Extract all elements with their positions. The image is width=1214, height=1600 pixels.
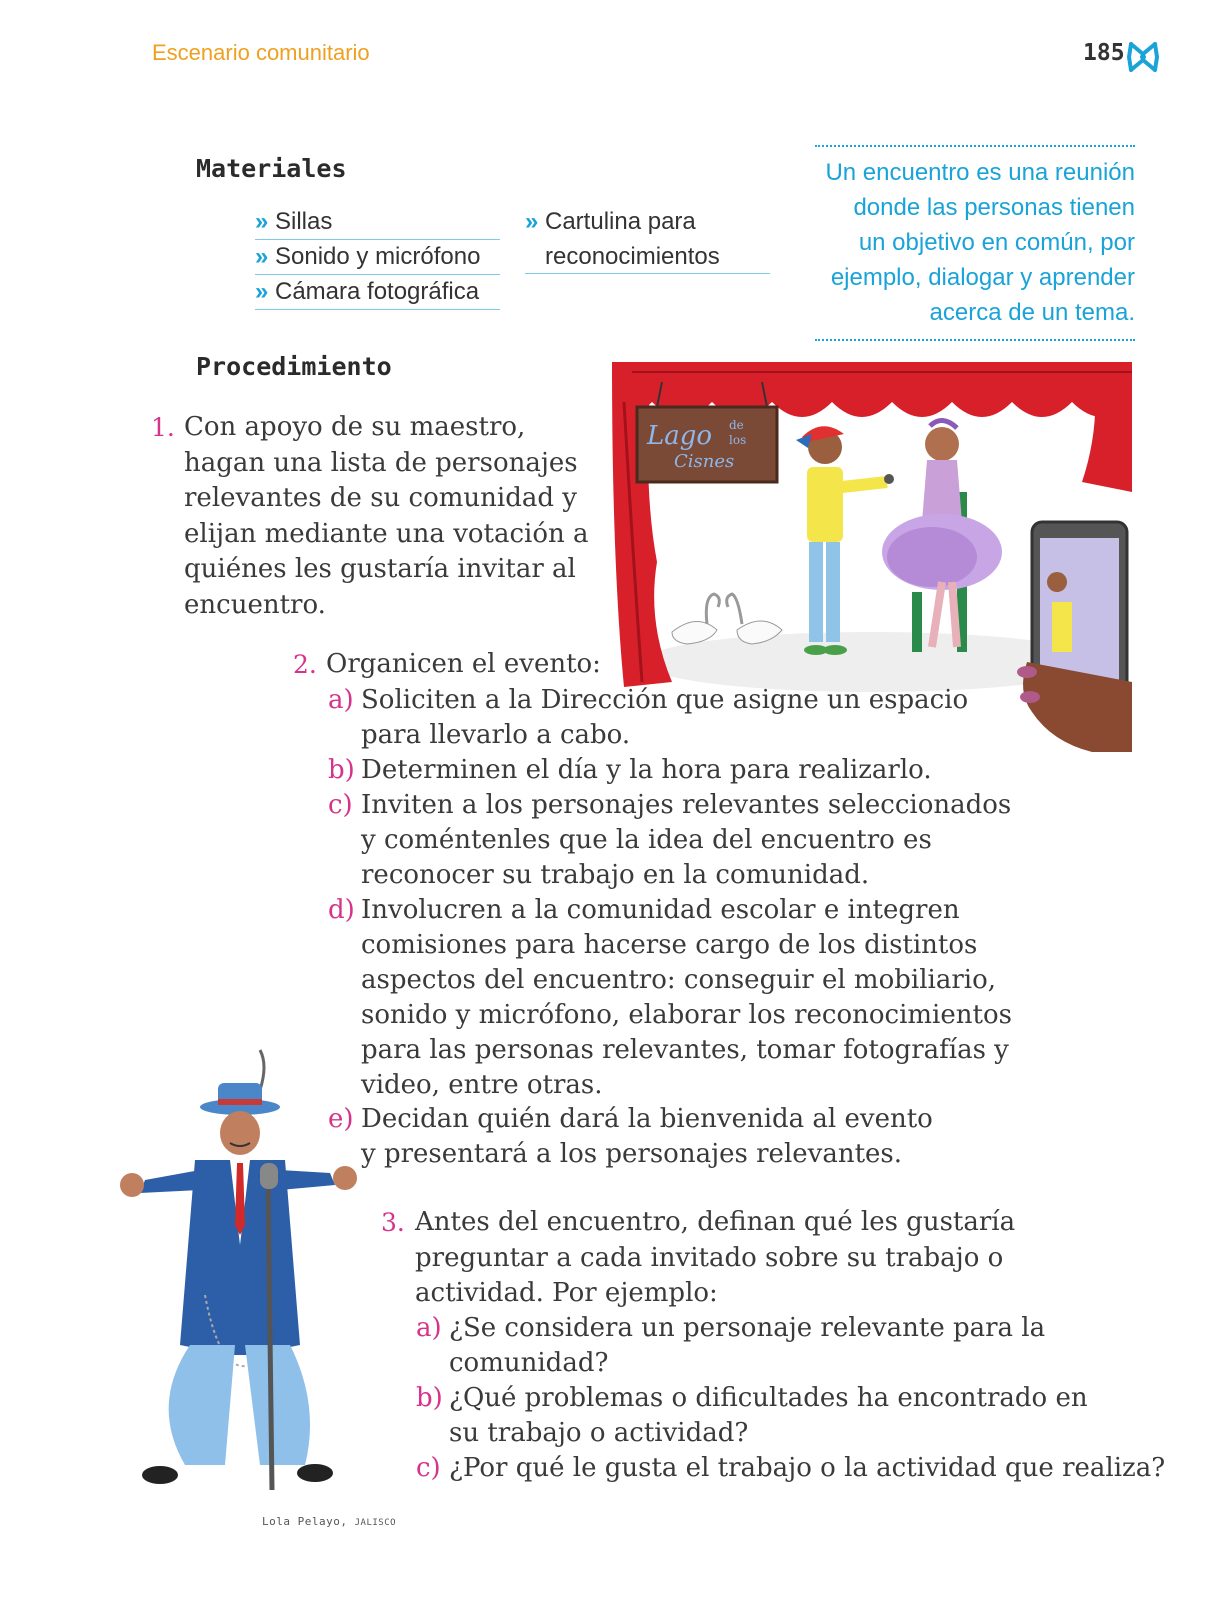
chevron-right-icon: » bbox=[255, 208, 269, 235]
sign-text-lago: Lago bbox=[647, 421, 713, 451]
procedure-title: Procedimiento bbox=[196, 352, 392, 381]
note-line: acerca de un tema. bbox=[929, 299, 1135, 326]
note-line: Un encuentro es una reunión bbox=[825, 159, 1135, 186]
definition-note bbox=[815, 145, 1135, 341]
illustration-credit: Lola Pelayo, JALISCO bbox=[262, 1515, 397, 1528]
note-line: un objetivo en común, por bbox=[858, 229, 1135, 256]
note-line: donde las personas tienen bbox=[853, 194, 1135, 221]
chevron-right-icon: » bbox=[525, 208, 539, 235]
material-item-sound bbox=[255, 240, 500, 275]
sign-text-de: de bbox=[729, 418, 744, 432]
material-item-label: Cámara fotográfica bbox=[275, 278, 480, 305]
chevron-right-icon: » bbox=[255, 278, 269, 305]
materials-title: Materiales bbox=[196, 154, 347, 183]
material-item-label: Sillas bbox=[275, 208, 333, 235]
section-title: Escenario comunitario bbox=[152, 40, 370, 65]
step-3-text: Antes del encuentro, definan qué les gustaría preguntar a cada invitado sobre su trabajo o actividad. Por ejemplo: bbox=[415, 1207, 1016, 1308]
step-1-number: 1. bbox=[151, 413, 175, 442]
material-item-cardboard-continuation: reconocimientos bbox=[525, 240, 770, 274]
chevron-right-icon: » bbox=[255, 243, 269, 270]
material-item-chairs bbox=[255, 205, 500, 240]
step-3-number: 3. bbox=[381, 1208, 405, 1237]
pachuco-illustration bbox=[110, 1045, 360, 1495]
sep-logo-icon bbox=[1125, 38, 1161, 76]
note-line: ejemplo, dialogar y aprender bbox=[830, 264, 1135, 291]
sign-text-los: los bbox=[729, 433, 747, 447]
page-number: 185 bbox=[1083, 40, 1125, 66]
step-2-text: Organicen el evento: bbox=[326, 649, 601, 679]
step-1-text: Con apoyo de su maestro, hagan una lista de personajes relevantes de su comunidad y elijan mediante una votación a quiénes les gustaría invitar al encuentro. bbox=[184, 412, 589, 620]
sign-text-cisnes: Cisnes bbox=[674, 451, 735, 472]
material-item-camera bbox=[255, 275, 500, 310]
material-item-label: Cartulina para bbox=[545, 208, 696, 235]
material-item-label: Sonido y micrófono bbox=[275, 243, 481, 270]
step-2-number: 2. bbox=[293, 650, 317, 679]
material-item-cardboard bbox=[525, 205, 770, 239]
